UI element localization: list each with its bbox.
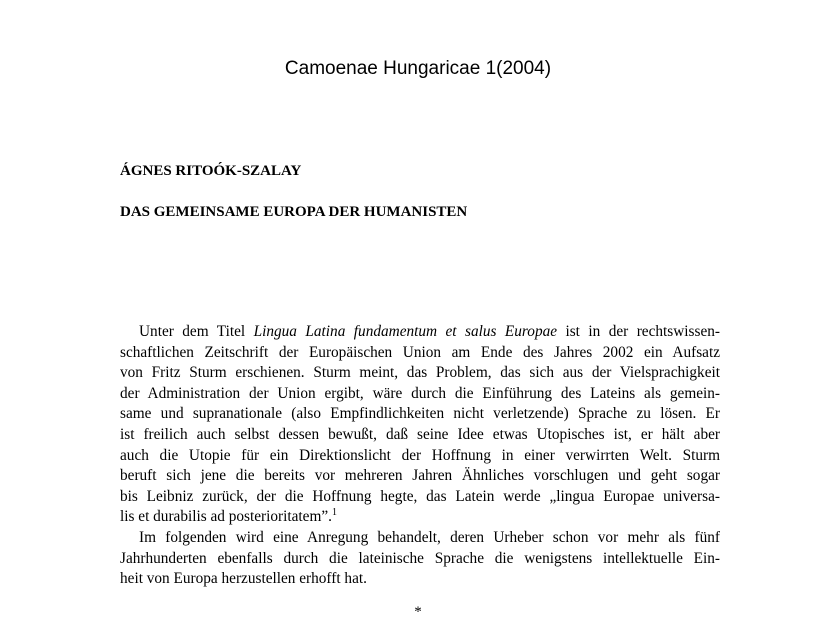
cited-title: Lingua Latina fundamentum et salus Europae [253,323,558,340]
paragraph-1-line-5: same und supranationale (also Empfindlichkeiten nicht verletzende) Sprache zu lösen. Er [120,405,720,423]
paragraph-1-line-4: der Administration der Union ergibt, wäre durch die Einführung des Lateins als gemein- [120,384,720,402]
paragraph-1-line-3: von Fritz Sturm erschienen. Sturm meint, das Problem, das sich aus der Vielsprachigkeit [120,364,720,382]
text-segment: Unter dem Titel [139,323,254,340]
paragraph-1-line-2: schaftlichen Zeitschrift der Europäischen Union am Ende des Jahres 2002 ein Aufsatz [120,343,720,361]
text-segment: ist in der rechtswissen- [557,323,720,340]
paragraph-1-line-10 [120,507,720,528]
paragraph-1-line-7: auch die Utopie für ein Direktionslicht der Hoffnung in einer verwirrten Welt. Sturm [120,446,720,464]
author-name: ÁGNES RITOÓK-SZALAY [120,163,302,179]
paragraph-1-line-6: ist freilich auch selbst dessen bewußt, daß seine Idee etwas Utopisches ist, er hält aber [120,425,720,443]
text-segment: lis et durabilis ad posterioritatem”. [120,508,332,526]
paragraph-2-line-3: heit von Europa herzustellen erhofft hat. [120,570,367,588]
footnote-marker[interactable]: 1 [331,507,337,519]
article-title: DAS GEMEINSAME EUROPA DER HUMANISTEN [120,204,468,220]
journal-header: Camoenae Hungaricae 1(2004) [284,58,552,79]
body-text [120,322,720,590]
section-separator: * [414,604,422,620]
paragraph-1-line-9: bis Leibniz zurück, der die Hoffnung hegte, das Latein werde „lingua Europae universa- [120,487,720,505]
paragraph-2-line-2: Jahrhunderten ebenfalls durch die lateinische Sprache die wenigstens intellektuelle Ein- [120,549,720,567]
paragraph-1-line-1 [120,322,720,343]
paragraph-1-line-8: beruft sich jene die bereits vor mehreren Jahren Ähnliches vorschlugen und geht sogar [120,467,720,485]
paragraph-2-line-1: Im folgenden wird eine Anregung behandelt, deren Urheber schon vor mehr als fünf [139,528,720,546]
